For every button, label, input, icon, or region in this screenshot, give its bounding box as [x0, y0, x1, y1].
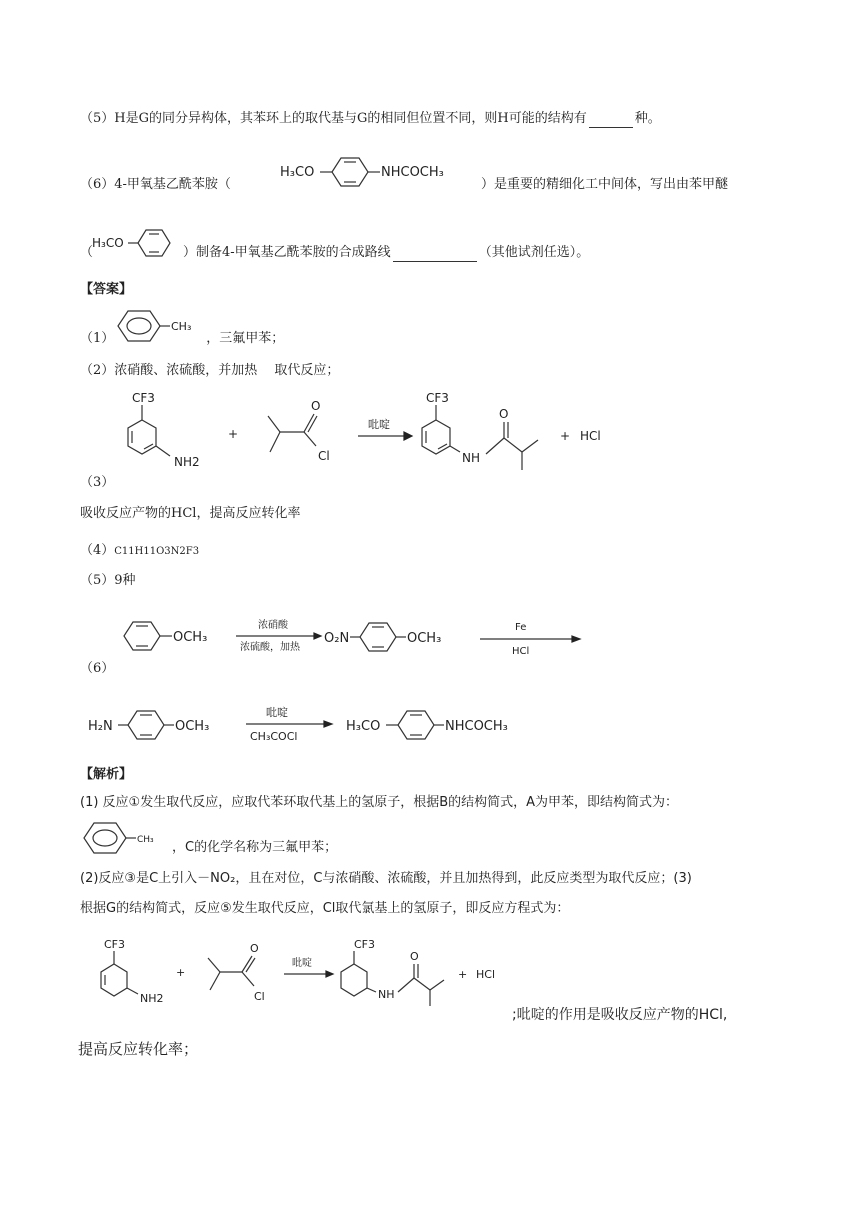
product-left-label: H₃CO — [346, 719, 381, 734]
analysis-hcl-label: HCl — [476, 968, 496, 981]
answer-2: （2）浓硝酸、浓硫酸，并加热 取代反应； — [80, 363, 340, 378]
struct-left-label: H₃CO — [280, 165, 315, 180]
plus-sign-2: + — [560, 429, 571, 443]
route-blank — [393, 249, 477, 262]
answer-1-text: ，三氟甲苯； — [206, 331, 285, 346]
answer-5: （5）9种 — [80, 573, 136, 588]
product-right-label: NHCOCH₃ — [445, 719, 508, 734]
analysis-product-oxygen: O — [410, 950, 419, 963]
och3-label-3: OCH₃ — [175, 719, 210, 734]
product-cf3-label: CF3 — [426, 391, 449, 405]
q6-text-end: （其他试剂任选）。 — [478, 245, 590, 260]
analysis-ch3-label: CH₃ — [137, 835, 154, 845]
product-nh-label: NH — [462, 451, 480, 465]
analysis-chlorine-label: Cl — [254, 990, 265, 1003]
q5-text: （5）H是G的同分异构体，其苯环上的取代基与G的相同但位置不同，则H可能的结构有 — [80, 111, 587, 126]
analysis-product-nh: NH — [378, 988, 395, 1001]
reagent-label: 吡啶 — [368, 418, 390, 431]
q5-text-end: 种。 — [634, 111, 661, 126]
plus-sign: + — [228, 427, 239, 441]
molecular-formula: C11H11O3N2F3 — [114, 546, 200, 557]
answer-blank — [589, 115, 633, 128]
och3-label-2: OCH₃ — [407, 631, 442, 646]
step2-reagent-top: Fe — [515, 622, 527, 633]
analysis-plus-2: + — [458, 968, 468, 981]
step1-reagent-bottom: 浓硫酸，加热 — [240, 642, 300, 653]
q6-text-cont: ）是重要的精细化工中间体，写出由苯甲醚 — [480, 177, 728, 192]
analysis-paragraph-1: (1) 反应①发生取代反应，应取代苯环取代基上的氢原子，根据B的结构简式，A为甲苯，即结构简式为： — [80, 795, 679, 810]
step2-reagent-bottom: HCl — [512, 646, 530, 657]
synthesis-route-step-1 — [120, 612, 600, 662]
och3-label: OCH₃ — [173, 630, 208, 645]
step1-reagent-top: 浓硝酸 — [258, 620, 288, 631]
q6-text-mid: ）制备4-甲氧基乙酰苯胺的合成路线 — [183, 245, 391, 260]
ch3-label: CH₃ — [171, 320, 192, 333]
step3-reagent-bottom: CH₃COCl — [250, 730, 298, 743]
analysis-paragraph-1b: ，C的化学名称为三氟甲苯； — [172, 840, 338, 855]
analysis-paragraph-5: 提高反应转化率； — [78, 1040, 199, 1058]
analysis-oxygen-label: O — [250, 942, 259, 955]
answer-heading: 【答案】 — [80, 282, 133, 297]
product-oxygen-label: O — [499, 407, 509, 421]
step3-reagent-top: 吡啶 — [266, 706, 288, 719]
nh2-label: NH2 — [174, 455, 200, 469]
analysis-reagent-label: 吡啶 — [292, 958, 312, 969]
analysis-toluene-structure — [80, 818, 170, 858]
answer-1-prefix: （1） — [80, 331, 115, 346]
answer-4 — [80, 542, 199, 561]
struct-right-label: NHCOCH₃ — [381, 165, 444, 180]
question-5 — [80, 110, 661, 128]
o2n-label: O₂N — [324, 631, 350, 646]
h2n-label: H₂N — [88, 719, 113, 734]
oxygen-label: O — [311, 399, 321, 413]
hcl-label: HCl — [580, 429, 601, 443]
analysis-paragraph-3: 根据G的结构简式，反应⑤发生取代反应，Cl取代氯基上的氢原子，即反应方程式为： — [80, 901, 570, 916]
analysis-plus: + — [176, 966, 186, 979]
answer-3-text: 吸收反应产物的HCl，提高反应转化率 — [80, 506, 301, 521]
answer-4-prefix: （4） — [80, 543, 115, 558]
open-paren: （ — [80, 245, 94, 260]
anisole-label: H₃CO — [92, 236, 124, 250]
acylation-reaction — [120, 390, 640, 490]
methoxyacetanilide-structure — [280, 150, 510, 200]
cf3-label: CF3 — [132, 391, 155, 405]
answer-3-prefix: （3） — [80, 475, 115, 490]
synthesis-route-step-2 — [88, 700, 558, 750]
anisole-structure — [92, 224, 192, 264]
q6-text: （6）4-甲氧基乙酰苯胺（ — [80, 177, 231, 192]
analysis-paragraph-2: (2)反应③是C上引入－NO₂，且在对位，C与浓硝酸、浓硫酸，并且加热得到，此反应类型为取代反应；(3) — [80, 871, 692, 886]
answer-6-prefix: （6） — [80, 661, 115, 676]
analysis-cf3-label: CF3 — [104, 938, 126, 951]
analysis-paragraph-4: ;吡啶的作用是吸收反应产物的HCl, — [512, 1007, 728, 1023]
chlorine-label: Cl — [318, 449, 330, 463]
analysis-heading: 【解析】 — [80, 767, 133, 782]
analysis-acylation-reaction — [82, 936, 522, 1026]
analysis-nh2-label: NH2 — [140, 992, 164, 1005]
toluene-structure — [114, 306, 204, 346]
analysis-product-cf3: CF3 — [354, 938, 376, 951]
